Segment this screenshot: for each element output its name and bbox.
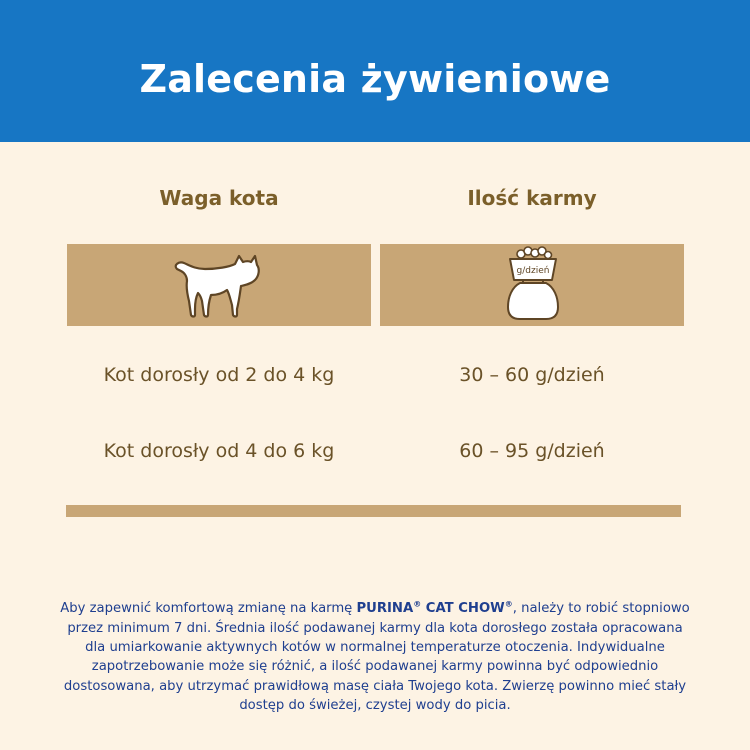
table-row-2-weight: Kot dorosły od 4 do 6 kg — [103, 440, 335, 462]
brand-purina: PURINA® CAT CHOW® — [356, 599, 513, 617]
table-row-1-amount: 30 – 60 g/dzień — [459, 364, 605, 386]
page-title: Zalecenia żywieniowe — [139, 57, 611, 101]
feeding-footnote — [60, 599, 690, 715]
footnote-text-rest: , należy to robić stopniowo przez minimum 7 dni. Średnia ilość podawanej karmy dla kota dorosłego została opracowana dla umiarkowanie aktywnych kotów w normalnej temperaturze otoczenia. Indywidualne zapotrzebowanie może się różnić, a ilość podawanej karmy powinna być odpowiednio dostosowana, aby utrzymać prawidłową masę ciała Twojego kota. Zwierzę powinno mieć stały dostęp do świeżej, czystej wody do picia. — [63, 601, 690, 714]
header-banner — [0, 0, 750, 142]
table-bottom-divider — [66, 505, 681, 517]
cat-icon — [171, 253, 261, 319]
amount-icon-label: g/dzień — [516, 266, 550, 276]
column-header-weight: Waga kota — [159, 186, 279, 210]
footnote-text-start: Aby zapewnić komfortową zmianę na karmę — [60, 601, 357, 617]
weight-icon-band — [67, 244, 371, 326]
table-row-2-amount: 60 – 95 g/dzień — [459, 440, 605, 462]
food-bowl-scale-icon — [498, 245, 568, 325]
amount-icon-band — [380, 244, 684, 326]
table-row-1-weight: Kot dorosły od 2 do 4 kg — [103, 364, 335, 386]
column-header-amount: Ilość karmy — [467, 186, 597, 210]
